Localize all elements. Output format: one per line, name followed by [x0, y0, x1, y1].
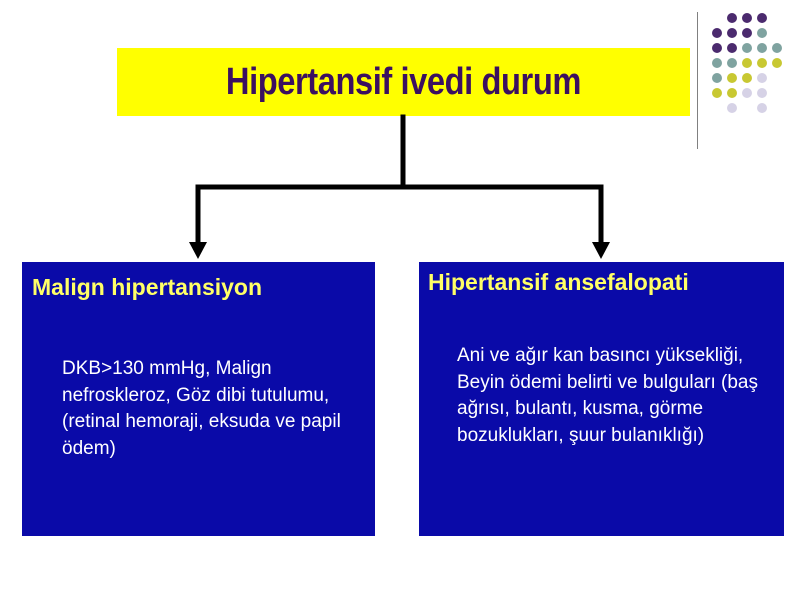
decorative-dot — [727, 58, 737, 68]
decorative-dot — [727, 73, 737, 83]
decorative-dot — [727, 13, 737, 23]
decorative-dot — [712, 43, 722, 53]
box-title-malign: Malign hipertansiyon — [32, 274, 263, 300]
decorative-dot — [727, 43, 737, 53]
decorative-dot — [757, 43, 767, 53]
decorative-dot — [757, 58, 767, 68]
decorative-dot — [742, 58, 752, 68]
slide-title: Hipertansif ivedi durum — [225, 60, 582, 103]
decorative-dot — [712, 28, 722, 38]
decorative-dot — [742, 73, 752, 83]
decorative-dot — [772, 58, 782, 68]
decorative-dot — [742, 13, 752, 23]
decorative-dot — [757, 73, 767, 83]
decorative-dot — [757, 88, 767, 98]
decorative-dot — [757, 28, 767, 38]
decorative-divider-line — [697, 12, 698, 149]
box-title-ansefalopati: Hipertansif ansefalopati — [428, 269, 689, 295]
decorative-dot — [772, 43, 782, 53]
decorative-dot — [727, 103, 737, 113]
decorative-dot — [742, 43, 752, 53]
decorative-dot — [727, 28, 737, 38]
decorative-dot — [757, 13, 767, 23]
decorative-dot — [742, 28, 752, 38]
decorative-dot — [727, 88, 737, 98]
decorative-dot — [742, 88, 752, 98]
decorative-dot — [757, 103, 767, 113]
box-body-ansefalopati: Ani ve ağır kan basıncı yüksekliği, Beyin ödemi belirti ve bulguları (baş ağrısı, bulantı, kusma, görme bozuklukları, şuur bulanıklığı) — [457, 345, 758, 446]
decorative-dot — [712, 58, 722, 68]
box-body-malign: DKB>130 mmHg, Malign nefroskleroz, Göz dibi tutulumu, (retinal hemoraji, eksuda ve papil ödem) — [62, 358, 341, 459]
decorative-dot — [712, 73, 722, 83]
decorative-dot — [712, 88, 722, 98]
